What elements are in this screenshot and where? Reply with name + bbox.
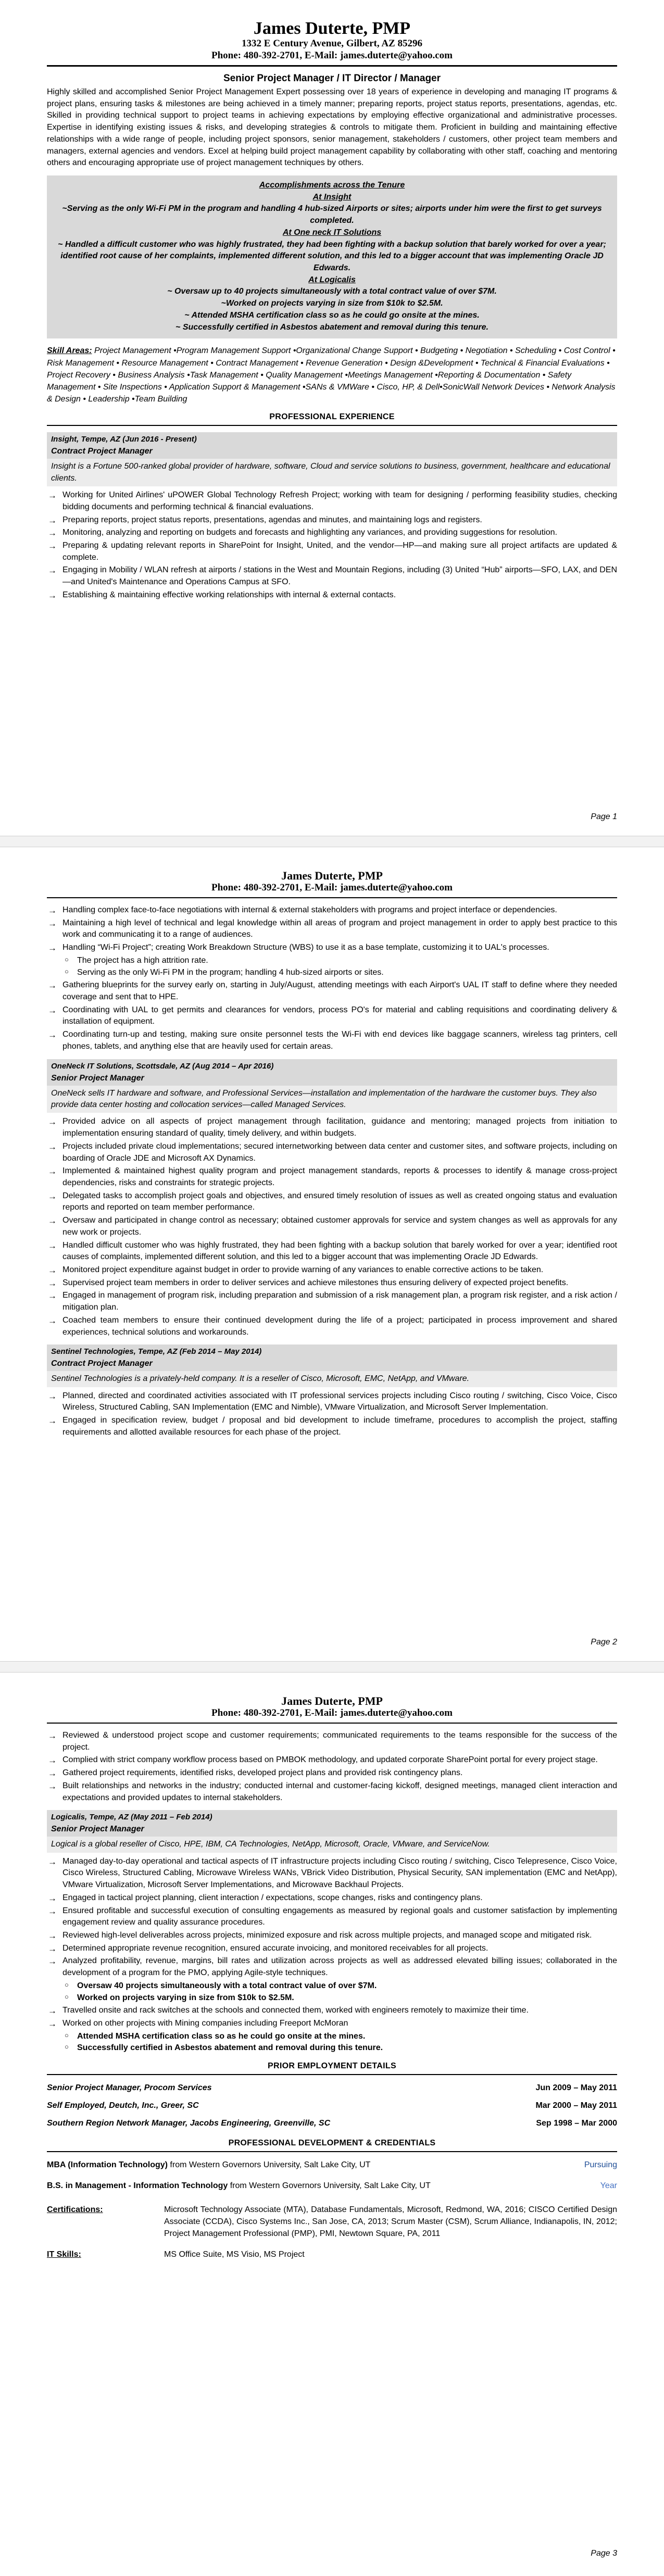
resume-page-2 xyxy=(0,838,664,1664)
header-divider xyxy=(47,1723,617,1724)
job-bullets-oneneck xyxy=(47,1116,617,1338)
job-company: Insight, Tempe, AZ (Jun 2016 - Present) xyxy=(51,435,197,444)
list-item: → Coordinating with UAL to get permits and clearances for vendors, process PO's for material and cabling requisitions and coordinating delivery & installation of equipment. xyxy=(47,1004,617,1028)
list-item: ○ Oversaw 40 projects simultaneously with a total contract value of over $7M. xyxy=(62,1980,617,1992)
list-item: ○ Worked on projects varying in size from $10k to $2.5M. xyxy=(62,1992,617,2004)
list-item: → Coordinating turn-up and testing, making sure onsite personnel tests the Wi-Fi with end devices like baggage scanners, wireless tag printers, cell phones, tablets, and anything else that are heavily used for certain areas. xyxy=(47,1029,617,1052)
skill-areas xyxy=(47,345,617,405)
list-item: → Gathered project requirements, identified risks, developed project plans and provided risk contingency plans. xyxy=(47,1767,617,1779)
acc-line: ~Serving as the only Wi-Fi PM in the program and handling 4 hub-sized Airports or sites; airports under him were the first to get surveys completed. xyxy=(62,204,602,225)
it-skills-text: MS Office Suite, MS Visio, MS Project xyxy=(164,2250,305,2259)
acc-heading-oneneck: At One neck IT Solutions xyxy=(282,228,382,237)
list-item: ○ Attended MSHA certification class so as he could go onsite at the mines. xyxy=(62,2031,617,2043)
job-bullets-sentinel-cont xyxy=(47,1730,617,1804)
list-item: → Preparing reports, project status reports, presentations, agendas and minutes, and maintaining logs and registers. xyxy=(47,514,617,526)
sub-bullets xyxy=(62,955,617,978)
list-item: → Built relationships and networks in the industry; conducted internal and customer-facing kickoff, designed meetings, managed client interaction and expectations and provided updates to internal stakeholders. xyxy=(47,1780,617,1804)
prior-role: Senior Project Manager, Procom Services xyxy=(47,2083,212,2093)
job-bullets-insight xyxy=(47,489,617,601)
list-item: → Coached team members to ensure their continued development during the life of a project; participated in process improvement and shared experiences, technical solutions and workarounds. xyxy=(47,1315,617,1338)
school: from Western Governors University, Salt Lake City, UT xyxy=(167,2160,371,2170)
candidate-contact: Phone: 480-392-2701, E-Mail: james.duterte@yahoo.com xyxy=(211,882,453,894)
list-item: → Handling “Wi-Fi Project”; creating Work Breakdown Structure (WBS) to use it as a base template, customizing it to UAL's processes. xyxy=(47,942,617,954)
section-title-experience: PROFESSIONAL EXPERIENCE xyxy=(269,412,395,422)
prior-job-row xyxy=(47,2083,617,2093)
degree: B.S. in Management - Information Technology xyxy=(47,2181,228,2191)
page-number: Page 1 xyxy=(591,812,617,821)
list-item: → Reviewed & understood project scope and customer requirements; communicated requirements to the teams responsible for the success of the project. xyxy=(47,1730,617,1753)
prior-job-row xyxy=(47,2119,617,2128)
acc-line: ~ Handled a difficult customer who was highly frustrated, they had been fighting with a backup solution that barely worked for over a year; identified root cause of her complaints, implemented different solution, and this led to a bigger account that was implementing Oracle JD Edwards. xyxy=(58,240,606,273)
resume-page-1 xyxy=(0,0,664,838)
accomplishments-title: Accomplishments across the Tenure xyxy=(259,181,405,190)
job-company: Logicalis, Tempe, AZ (May 2011 – Feb 2014) xyxy=(51,1813,212,1822)
accomplishments-box xyxy=(47,175,617,338)
job-header-logicalis xyxy=(47,1810,617,1837)
section-title-education: PROFESSIONAL DEVELOPMENT & CREDENTIALS xyxy=(228,2139,436,2148)
candidate-address: 1332 E Century Avenue, Gilbert, AZ 85296 xyxy=(242,38,422,49)
list-item: → Monitoring, analyzing and reporting on budgets and forecasts and highlighting any variances, and providing suggestions for resolution. xyxy=(47,527,617,539)
job-title: Senior Project Manager xyxy=(51,1073,144,1083)
job-description: OneNeck sells IT hardware and software, and Professional Services—installation and implementation of the hardware the customer buys. They also provide data center hosting and collocation services—called Managed Services. xyxy=(47,1086,617,1113)
resume-page-3 xyxy=(0,1664,664,2576)
list-item: ○ The project has a high attrition rate. xyxy=(62,955,617,967)
list-item: ○ Serving as the only Wi-Fi PM in the program; handling 4 hub-sized airports or sites. xyxy=(62,967,617,979)
section-title-prior: PRIOR EMPLOYMENT DETAILS xyxy=(268,2062,396,2071)
page-number: Page 2 xyxy=(591,1638,617,1647)
job-description: Logical is a global reseller of Cisco, HPE, IBM, CA Technologies, NetApp, Microsoft, Oracle, VMware, and ServiceNow. xyxy=(47,1837,617,1852)
job-company: Sentinel Technologies, Tempe, AZ (Feb 2014 – May 2014) xyxy=(51,1347,262,1356)
list-item: → Managed day-to-day operational and tactical aspects of IT infrastructure projects including Cisco routing / switching, Cisco Telepresence, Cisco Voice, Cisco Wireless, Structured Cabling, Microwave Wireless WANs, VBrick Video Distribution, Physical Security, SAN implementation (EMC and NetApp), VMware Virtualization, Microsoft Server Implementations, and Microwave Backhaul Projects. xyxy=(47,1856,617,1891)
skill-areas-text: Project Management •Program Management Support •Organizational Change Support • Budgeting • Negotiation • Scheduling • Cost Control • Risk Management • Resource Management • Contract Management • Revenue Generation • Design &Development • Technical & Financial Evaluations • Project Recovery • Business Analysis •Task Management • Quality Management •Meetings Management •Reporting & Documentation • Safety Management • Site Inspections • Application Support & Management •SANs & VMWare • Cisco, HP, & Dell•SonicWall Network Devices • Network Analysis & Design • Leadership •Team Building xyxy=(47,346,616,404)
list-item: → Worked on other projects with Mining companies including Freeport McMoran xyxy=(47,2018,617,2030)
acc-line: ~ Attended MSHA certification class so as he could go onsite at the mines. xyxy=(184,310,480,320)
list-item: → Engaged in management of program risk, including preparation and submission of a risk management plan, a program risk register, and a risk action / mitigation plan. xyxy=(47,1290,617,1313)
job-company: OneNeck IT Solutions, Scottsdale, AZ (Aug 2014 – Apr 2016) xyxy=(51,1061,274,1071)
list-item: → Travelled onsite and rack switches at the schools and connected them, worked with engineers remotely to maximize their time. xyxy=(47,2005,617,2017)
job-header-oneneck xyxy=(47,1059,617,1086)
list-item: → Supervised project team members in order to deliver services and achieve milestones thus ensuring delivery of expected project benefits. xyxy=(47,1277,617,1289)
job-title: Senior Project Manager xyxy=(51,1825,144,1834)
list-item: → Complied with strict company workflow process based on PMBOK methodology, and updated corporate SharePoint portal for every project stage. xyxy=(47,1754,617,1766)
list-item: → Engaging in Mobility / WLAN refresh at airports / stations in the West and Mountain Regions, including (3) United “Hub” airports—SFO, LAX, and DEN—and United's Maintenance and Operations Campus at SFO. xyxy=(47,564,617,588)
job-bullets-logicalis xyxy=(47,1856,617,1979)
prior-job-row xyxy=(47,2101,617,2110)
certifications xyxy=(47,2204,617,2240)
it-skills-label: IT Skills: xyxy=(47,2250,81,2259)
section-divider xyxy=(47,2074,617,2075)
job-title: Contract Project Manager xyxy=(51,447,153,456)
list-item: → Engaged in tactical project planning, client interaction / expectations, scope changes, risks and contingency plans. xyxy=(47,1892,617,1904)
candidate-name: James Duterte, PMP xyxy=(253,19,411,38)
profile-summary: Highly skilled and accomplished Senior Project Management Expert possessing over 18 years of experience in developing and managing IT programs & project plans, ensuring tasks & milestones are being achieved in a timely manner; preparing reports, project status reports, presentations, agendas, etc. Skilled in providing technical support to project teams in achieving expectations by employing effective organizational and administrative processes. Expertise in identifying existing issues & risks, and developing strategies & controls to mitigate them. Proficient in building and maintaining effective relationships with a wide range of people, including project sponsors, senior management, stakeholders / customers, other project team members and managers, external agencies and vendors. Excel at helping build project management capability by collaborating with other staff, coaching and mentoring others and encouraging appropriate use of project management techniques by others. xyxy=(47,87,617,168)
job-header-insight xyxy=(47,432,617,459)
degree: MBA (Information Technology) xyxy=(47,2160,168,2170)
education-status: Year xyxy=(600,2181,617,2191)
acc-line: ~ Oversaw up to 40 projects simultaneously with a total contract value of over $7M. xyxy=(167,287,497,296)
list-item: → Analyzed profitability, revenue, margins, bill rates and utilization across projects as well as addressed elevated billing issues; collaborated in the development of a program for the PMO, applying Agile-style techniques. xyxy=(47,1955,617,1979)
list-item: → Establishing & maintaining effective working relationships with internal & external contacts. xyxy=(47,589,617,601)
prior-role: Southern Region Network Manager, Jacobs Engineering, Greenville, SC xyxy=(47,2119,331,2128)
candidate-contact: Phone: 480-392-2701, E-Mail: james.duterte@yahoo.com xyxy=(211,1707,453,1719)
education-status: Pursuing xyxy=(584,2160,617,2170)
list-item: → Preparing & updating relevant reports in SharePoint for Insight, United, and the vendor—HP—and making sure all project artifacts are updated & complete. xyxy=(47,540,617,563)
job-bullets-logicalis-cont xyxy=(47,2005,617,2029)
list-item: → Handled difficult customer who was highly frustrated, they had been fighting with a backup solution that barely worked for over a year; identified root causes of complaints, implemented different solution, and this led to a bigger account that was implementing Oracle JD Edwards. xyxy=(47,1240,617,1263)
page-number: Page 3 xyxy=(591,2549,617,2558)
list-item: → Projects included private cloud implementations; secured internetworking between data center and customer sites, and software projects, including on boarding of Oracle JDE and Microsoft AX Dynamics. xyxy=(47,1141,617,1164)
acc-line: ~ Successfully certified in Asbestos abatement and removal during this tenure. xyxy=(176,322,488,332)
job-bullets-insight-cont2 xyxy=(47,979,617,1052)
acc-heading-logicalis: At Logicalis xyxy=(308,275,356,284)
list-item: → Gathering blueprints for the survey early on, starting in July/August, attending meetings with each Airport's UAL IT staff to define where they needed coverage and sent that to HPE. xyxy=(47,979,617,1003)
acc-heading-insight: At Insight xyxy=(312,192,352,202)
candidate-name: James Duterte, PMP xyxy=(281,1694,383,1707)
list-item: → Engaged in specification review, budget / proposal and bid development to include timeframe, procedures to accomplish the project, staffing requirements and allotted available resources for each phase of the project. xyxy=(47,1415,617,1438)
list-item: → Oversaw and participated in change control as necessary; obtained customer approvals for service and system changes as well as approvals for any new work or projects. xyxy=(47,1215,617,1238)
list-item: → Provided advice on all aspects of project management through facilitation, guidance and mentoring; managed projects from initiation to implementation ensuring standard of quality, timely delivery, and within budgets. xyxy=(47,1116,617,1139)
job-header-sentinel xyxy=(47,1344,617,1371)
list-item: → Implemented & maintained highest quality program and project management standards, reports & processes to identify & manage cross-project dependencies, risks and constraints for strategic projects. xyxy=(47,1165,617,1189)
list-item: → Monitored project expenditure against budget in order to provide warning of any variances to enable corrective actions to be taken. xyxy=(47,1264,617,1276)
sub-bullets xyxy=(62,2031,617,2054)
prior-dates: Mar 2000 – May 2011 xyxy=(535,2101,617,2110)
certifications-label: Certifications: xyxy=(47,2205,103,2215)
prior-role: Self Employed, Deutch, Inc., Greer, SC xyxy=(47,2101,199,2110)
sub-bullets xyxy=(62,1980,617,2004)
job-description: Sentinel Technologies is a privately-held company. It is a reseller of Cisco, Microsoft, EMC, NetApp, and VMware. xyxy=(47,1371,617,1387)
list-item: → Reviewed high-level deliverables across projects, minimized exposure and risk across multiple projects, and managed scope and mitigated risk. xyxy=(47,1930,617,1942)
section-divider xyxy=(47,2151,617,2152)
it-skills xyxy=(47,2249,617,2261)
job-title: Contract Project Manager xyxy=(51,1359,153,1368)
list-item: → Ensured profitable and successful execution of consulting engagements as measured by regional goals and customer satisfaction by implementing engagement review and quality assurance procedures. xyxy=(47,1905,617,1929)
prior-dates: Sep 1998 – Mar 2000 xyxy=(536,2119,617,2128)
job-description: Insight is a Fortune 500-ranked global provider of hardware, software, Cloud and service solutions to business, government, healthcare and educational clients. xyxy=(47,459,617,486)
education-row xyxy=(47,2160,617,2170)
education-row xyxy=(47,2181,617,2191)
professional-headline: Senior Project Manager / IT Director / Manager xyxy=(223,72,441,84)
header-divider xyxy=(47,897,617,898)
job-bullets-sentinel xyxy=(47,1390,617,1439)
job-bullets-insight-cont xyxy=(47,904,617,954)
list-item: → Determined appropriate revenue recognition, ensured accurate invoicing, and monitored receivables for all projects. xyxy=(47,1943,617,1955)
skill-areas-label: Skill Areas: xyxy=(47,346,92,356)
school: from Western Governors University, Salt Lake City, UT xyxy=(228,2181,431,2191)
list-item: → Working for United Airlines' uPOWER Global Technology Refresh Project; working with team for designing / performing feasibility studies, checking bidding documents and performing technical & financial evaluations. xyxy=(47,489,617,513)
list-item: → Maintaining a high level of technical and legal knowledge within all areas of program and project management in order to apply best practice to this work and communicating it to a range of audiences. xyxy=(47,918,617,941)
list-item: → Planned, directed and coordinated activities associated with IT professional services projects including Cisco routing / switching, Cisco Voice, Cisco Wireless, Structured Cabling, SAN Implementation (EMC and Nimble), VMware Virtualization, and Microsoft Server Implementation. xyxy=(47,1390,617,1414)
prior-dates: Jun 2009 – May 2011 xyxy=(535,2083,617,2093)
header-divider xyxy=(47,65,617,67)
list-item: ○ Successfully certified in Asbestos abatement and removal during this tenure. xyxy=(62,2042,617,2054)
candidate-name: James Duterte, PMP xyxy=(281,869,383,882)
list-item: → Handling complex face-to-face negotiations with internal & external stakeholders with programs and project interface or dependencies. xyxy=(47,904,617,916)
list-item: → Delegated tasks to accomplish project goals and objectives, and ensured timely resolution of issues as well as created ongoing status and evaluation reports and reported on team member performance. xyxy=(47,1190,617,1214)
candidate-contact: Phone: 480-392-2701, E-Mail: james.duterte@yahoo.com xyxy=(211,50,453,61)
certifications-text: Microsoft Technology Associate (MTA), Database Fundamentals, Microsoft, Redmond, WA, 2016; CISCO Certified Design Associate (CCDA), Cisco Systems Inc., San Jose, CA, 2013; Scrum Master (CSM), Scrum Alliance, Indianapolis, IN, 2012; Project Management Professional (PMP), PMI, Newtown Square, PA, 2011 xyxy=(164,2205,617,2238)
section-divider xyxy=(47,425,617,426)
acc-line: ~Worked on projects varying in size from $10k to $2.5M. xyxy=(221,299,443,308)
